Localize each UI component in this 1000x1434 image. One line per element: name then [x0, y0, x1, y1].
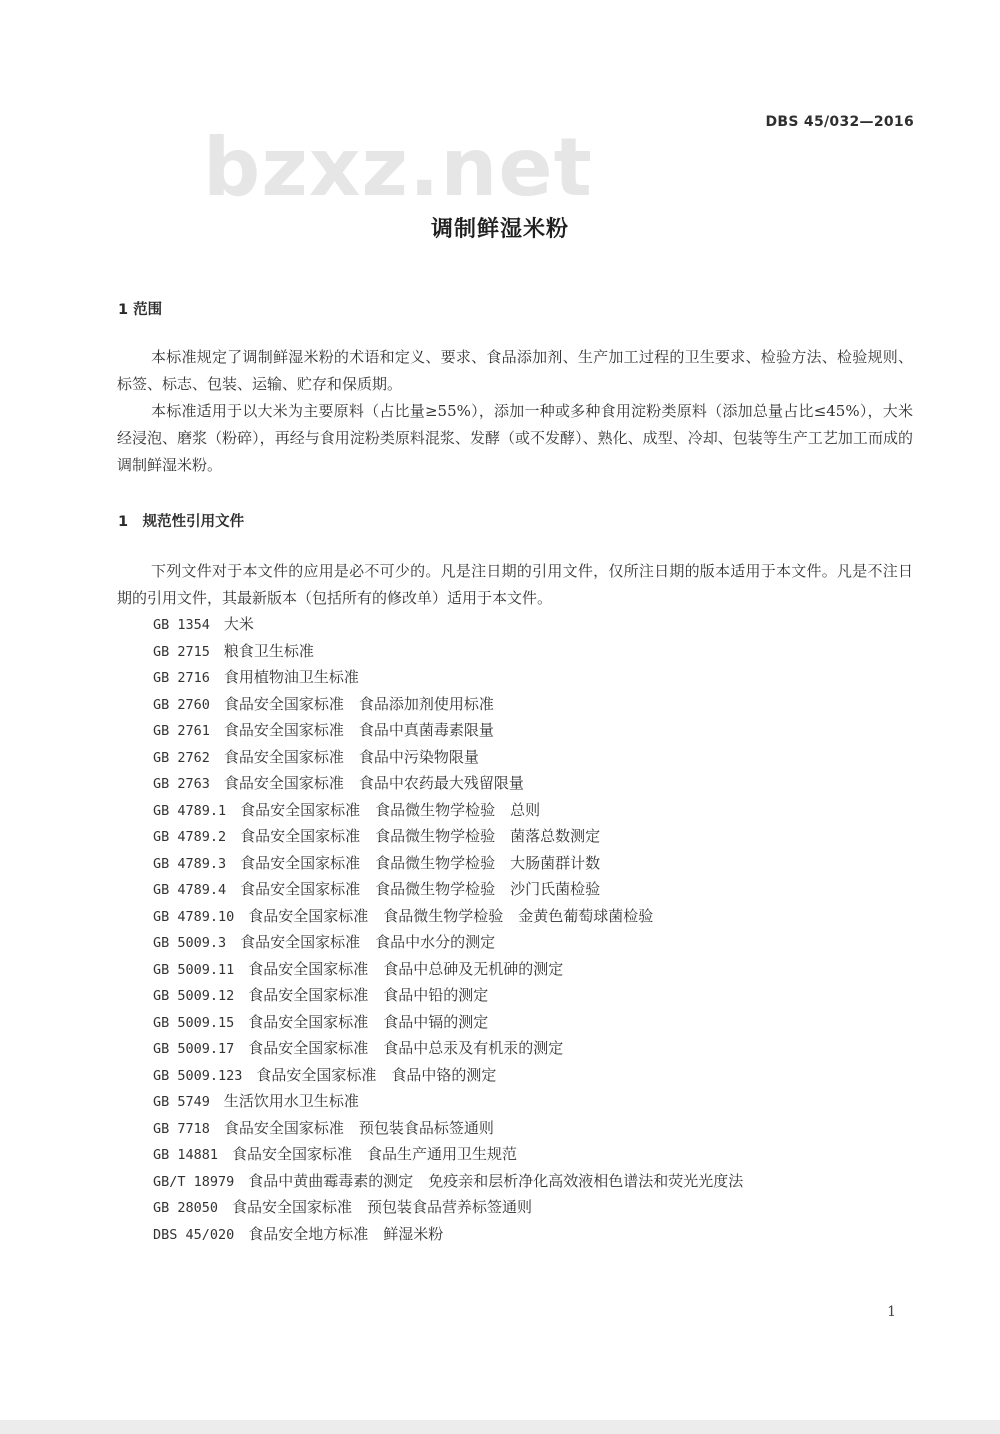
reference-title: 食品安全国家标准 预包装食品营养标签通则 [232, 1198, 533, 1216]
reference-item [153, 850, 743, 877]
reference-item [153, 770, 743, 797]
viewer-bottom-bar [0, 1420, 1000, 1434]
reference-title: 食品安全国家标准 预包装食品标签通则 [223, 1118, 494, 1137]
reference-code: DBS 45/020 [153, 1226, 235, 1243]
reference-item [153, 797, 743, 824]
reference-title: 生活饮用水卫生标准 [223, 1092, 359, 1110]
reference-item [153, 1009, 743, 1036]
reference-item [153, 929, 743, 956]
reference-item [153, 1141, 743, 1168]
reference-item [153, 1088, 743, 1115]
reference-title: 食品安全国家标准 食品微生物学检验 大肠菌群计数 [240, 853, 601, 872]
reference-title: 食品安全国家标准 食品中铬的测定 [256, 1065, 497, 1084]
reference-code: GB 5009.15 [153, 1014, 235, 1031]
reference-item [153, 956, 743, 983]
reference-item [153, 903, 743, 930]
document-code: DBS 45/032—2016 [765, 114, 914, 130]
page-title: 调制鲜湿米粉 [430, 217, 569, 242]
reference-code: GB 14881 [153, 1147, 219, 1163]
reference-code: GB 4789.1 [153, 802, 227, 819]
reference-title: 食品安全国家标准 食品中总汞及有机汞的测定 [248, 1039, 564, 1057]
reference-title: 食品安全国家标准 食品中总砷及无机砷的测定 [248, 959, 564, 978]
reference-title: 粮食卫生标准 [223, 641, 314, 660]
reference-item [153, 717, 743, 744]
reference-item [153, 638, 743, 665]
reference-code: GB 5009.12 [153, 988, 235, 1004]
reference-title: 食品安全国家标准 食品生产通用卫生规范 [232, 1145, 518, 1163]
reference-title: 食品安全地方标准 鲜湿米粉 [248, 1224, 444, 1243]
reference-title: 食品安全国家标准 食品中污染物限量 [223, 747, 479, 766]
reference-title: 食品安全国家标准 食品中镉的测定 [248, 1012, 489, 1031]
reference-item [153, 1062, 743, 1089]
watermark: bzxz.net [203, 121, 593, 214]
reference-item [153, 744, 743, 771]
reference-code: GB 4789.3 [153, 855, 227, 872]
reference-title: 食品安全国家标准 食品添加剂使用标准 [223, 694, 494, 713]
reference-code: GB 2763 [153, 776, 210, 792]
reference-title: 食用植物油卫生标准 [223, 668, 359, 686]
reference-title: 食品安全国家标准 食品中农药最大残留限量 [223, 774, 524, 792]
section-heading-references: 1 规范性引用文件 [118, 514, 245, 530]
page-number: 1 [887, 1304, 896, 1320]
reference-code: GB 4789.10 [153, 908, 235, 925]
reference-item [153, 611, 743, 638]
reference-code: GB 7718 [153, 1120, 210, 1137]
reference-code: GB/T 18979 [153, 1173, 235, 1190]
reference-title: 食品安全国家标准 食品微生物学检验 总则 [240, 800, 541, 819]
reference-code: GB 5009.123 [153, 1067, 243, 1084]
reference-item [153, 691, 743, 718]
reference-code: GB 2715 [153, 643, 210, 660]
reference-code: GB 5749 [153, 1094, 210, 1110]
reference-item [153, 823, 743, 850]
reference-code: GB 4789.4 [153, 882, 227, 898]
reference-item [153, 876, 743, 903]
reference-code: GB 28050 [153, 1200, 219, 1216]
reference-title: 食品中黄曲霉毒素的测定 免疫亲和层析净化高效液相色谱法和荧光光度法 [248, 1171, 744, 1190]
reference-code: GB 5009.17 [153, 1041, 235, 1057]
section-heading-scope: 1 范围 [118, 302, 163, 318]
reference-list [153, 611, 743, 1247]
reference-code: GB 5009.11 [153, 961, 235, 978]
reference-code: GB 5009.3 [153, 935, 227, 951]
reference-code: GB 2716 [153, 670, 210, 686]
reference-item [153, 664, 743, 691]
reference-title: 食品安全国家标准 食品微生物学检验 菌落总数测定 [240, 827, 601, 845]
reference-title: 食品安全国家标准 食品中水分的测定 [240, 933, 496, 951]
scope-paragraph-2: 本标准适用于以大米为主要原料（占比量≥55%），添加一种或多种食用淀粉类原料（添加总量占比≤45%），大米经浸泡、磨浆（粉碎），再经与食用淀粉类原料混浆、发酵（或不发酵）、熟化、成型、冷却、包装等生产工艺加工而成的调制鲜湿米粉。 [117, 402, 913, 474]
reference-code: GB 4789.2 [153, 829, 227, 845]
scope-paragraph-1: 本标准规定了调制鲜湿米粉的术语和定义、要求、食品添加剂、生产加工过程的卫生要求、检验方法、检验规则、标签、标志、包装、运输、贮存和保质期。 [117, 348, 913, 393]
reference-code: GB 2762 [153, 749, 210, 766]
reference-title: 食品安全国家标准 食品微生物学检验 沙门氏菌检验 [240, 880, 601, 898]
reference-item [153, 1168, 743, 1195]
reference-item [153, 982, 743, 1009]
reference-code: GB 2760 [153, 696, 210, 713]
reference-title: 食品安全国家标准 食品中铅的测定 [248, 986, 489, 1004]
reference-item [153, 1115, 743, 1142]
reference-code: GB 2761 [153, 723, 210, 739]
reference-title: 食品安全国家标准 食品中真菌毒素限量 [223, 721, 494, 739]
reference-item [153, 1194, 743, 1221]
reference-item [153, 1221, 743, 1248]
reference-item [153, 1035, 743, 1062]
reference-title: 大米 [223, 615, 254, 633]
reference-title: 食品安全国家标准 食品微生物学检验 金黄色葡萄球菌检验 [248, 906, 654, 925]
references-intro: 下列文件对于本文件的应用是必不可少的。凡是注日期的引用文件，仅所注日期的版本适用于本文件。凡是不注日期的引用文件，其最新版本（包括所有的修改单）适用于本文件。 [117, 562, 913, 607]
reference-code: GB 1354 [153, 617, 210, 633]
